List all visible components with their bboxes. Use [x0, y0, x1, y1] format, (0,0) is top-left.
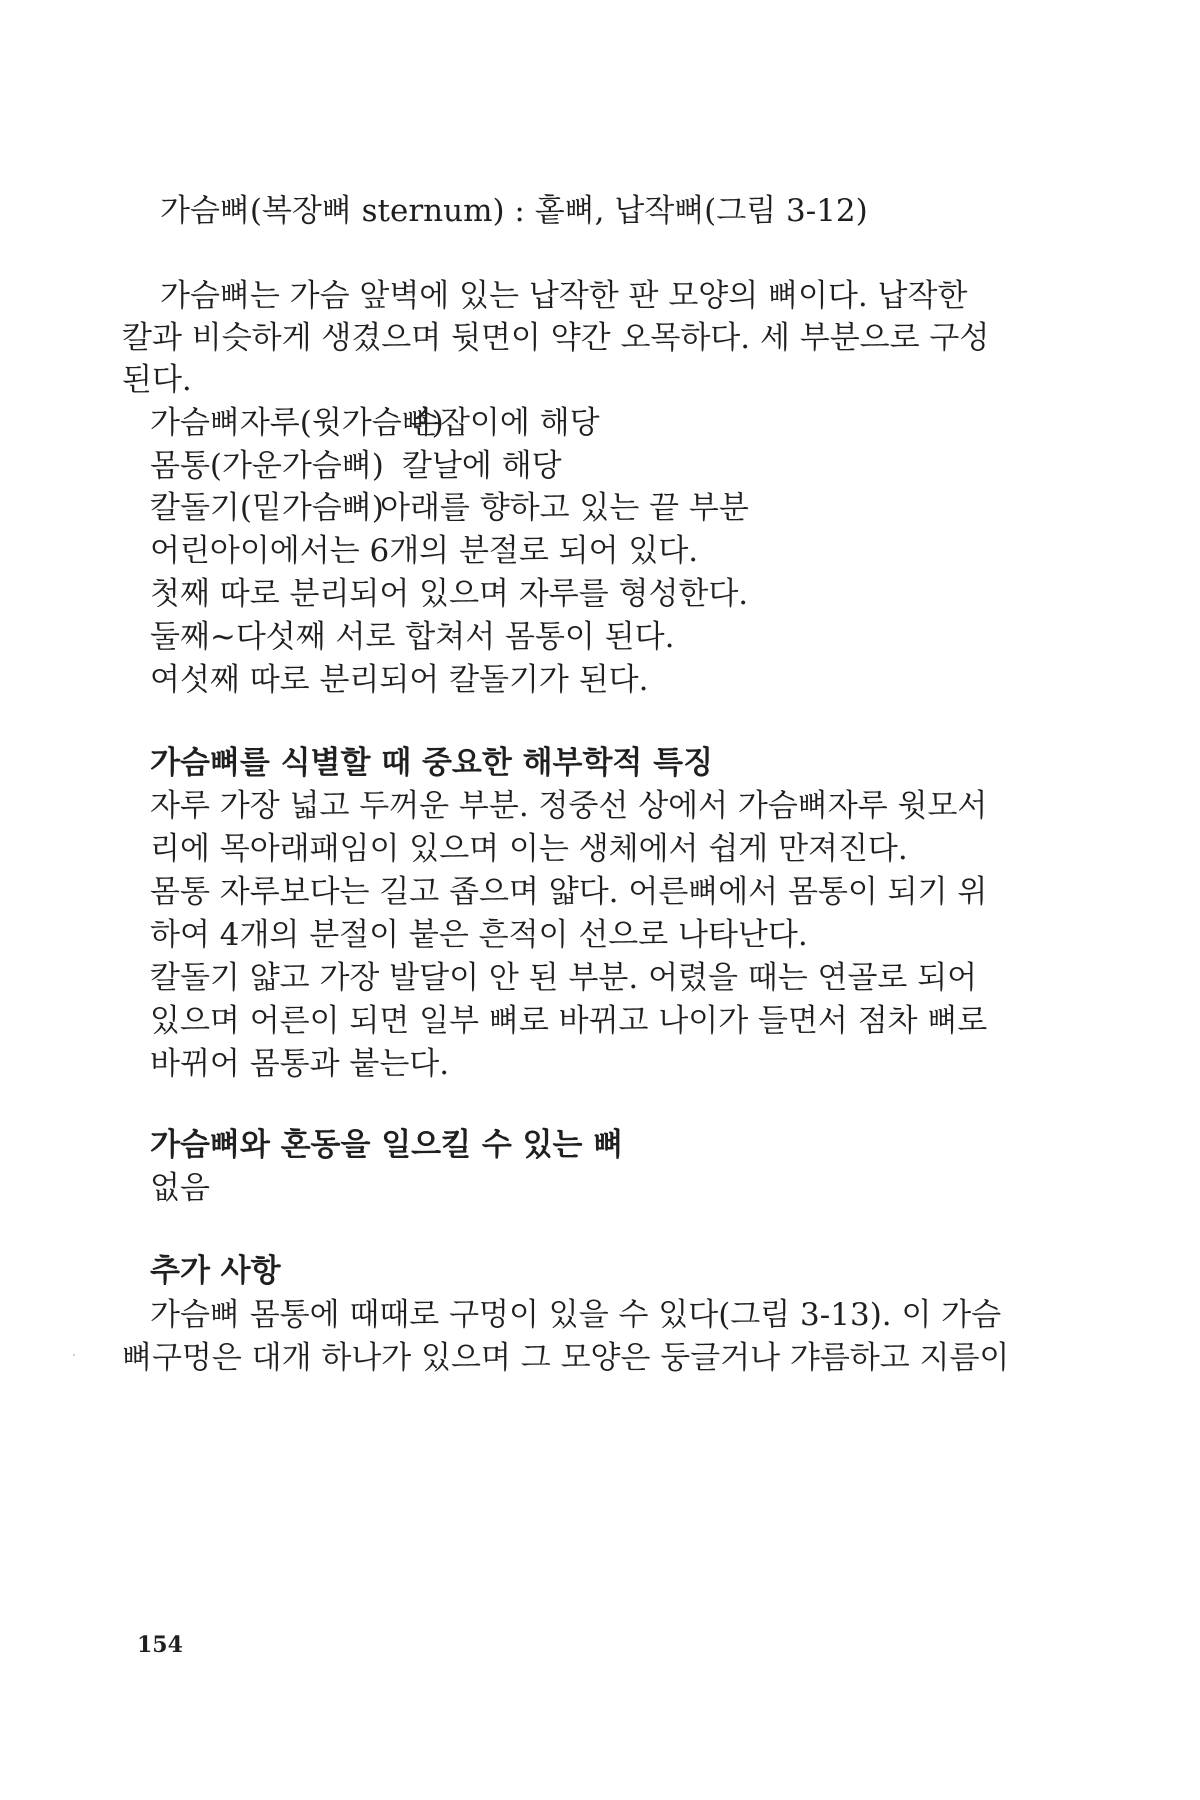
feature-line: 있으며 어른이 되면 일부 뼈로 바뀌고 나이가 들면서 점차 뼈로	[150, 1003, 988, 1039]
part-item	[150, 446, 562, 486]
feature-line: 리에 목아래패임이 있으며 이는 생체에서 쉽게 만져진다.	[150, 831, 908, 867]
part-desc: 칼날에 해당	[402, 448, 562, 484]
feature-line: 바뀌어 몸통과 붙는다.	[150, 1046, 450, 1082]
intro-line: 칼과 비슷하게 생겼으며 뒷면이 약간 오목하다. 세 부분으로 구성	[122, 320, 990, 356]
part-item	[150, 403, 600, 443]
additional-line: 뼈구멍은 대개 하나가 있으며 그 모양은 둥글거나 갸름하고 지름이	[122, 1340, 1010, 1376]
features-heading: 가슴뼈를 식별할 때 중요한 해부학적 특징	[150, 745, 714, 781]
part-item	[150, 488, 749, 528]
confusion-text: 없음	[150, 1170, 210, 1206]
child-line: 첫째 따로 분리되어 있으며 자루를 형성한다.	[150, 576, 749, 612]
confusion-heading: 가슴뼈와 혼동을 일으킬 수 있는 뼈	[150, 1127, 624, 1163]
intro-line: 된다.	[122, 362, 192, 398]
feature-line: 하여 4개의 분절이 붙은 흔적이 선으로 나타난다.	[150, 917, 808, 953]
part-term: 칼돌기(밑가슴뼈)	[150, 490, 384, 526]
additional-heading: 추가 사항	[150, 1253, 281, 1289]
part-desc: 아래를 향하고 있는 끝 부분	[380, 490, 749, 526]
feature-line: 몸통 자루보다는 길고 좁으며 얇다. 어른뼈에서 몸통이 되기 위	[150, 874, 988, 910]
child-line: 여섯째 따로 분리되어 칼돌기가 된다.	[150, 662, 649, 698]
intro-line: 가슴뼈는 가슴 앞벽에 있는 납작한 판 모양의 뼈이다. 납작한	[160, 278, 968, 314]
part-term: 몸통(가운가슴뼈)	[150, 448, 384, 484]
feature-line: 칼돌기 얇고 가장 발달이 안 된 부분. 어렸을 때는 연골로 되어	[150, 960, 978, 996]
section-title: 가슴뼈(복장뼈 sternum) : 홑뼈, 납작뼈(그림 3-12)	[160, 193, 868, 229]
page-number: 154	[137, 1632, 183, 1658]
part-term: 가슴뼈자루(윗가슴뼈)	[150, 405, 444, 441]
child-line: 어린아이에서는 6개의 분절로 되어 있다.	[150, 533, 699, 569]
feature-line: 자루 가장 넓고 두꺼운 부분. 정중선 상에서 가슴뼈자루 윗모서	[150, 788, 988, 824]
additional-line: 가슴뼈 몸통에 때때로 구멍이 있을 수 있다(그림 3-13). 이 가슴	[150, 1297, 1002, 1333]
scan-speck	[73, 1354, 75, 1356]
part-desc: 손잡이에 해당	[410, 405, 600, 441]
child-line: 둘째~다섯째 서로 합쳐서 몸통이 된다.	[150, 619, 675, 655]
